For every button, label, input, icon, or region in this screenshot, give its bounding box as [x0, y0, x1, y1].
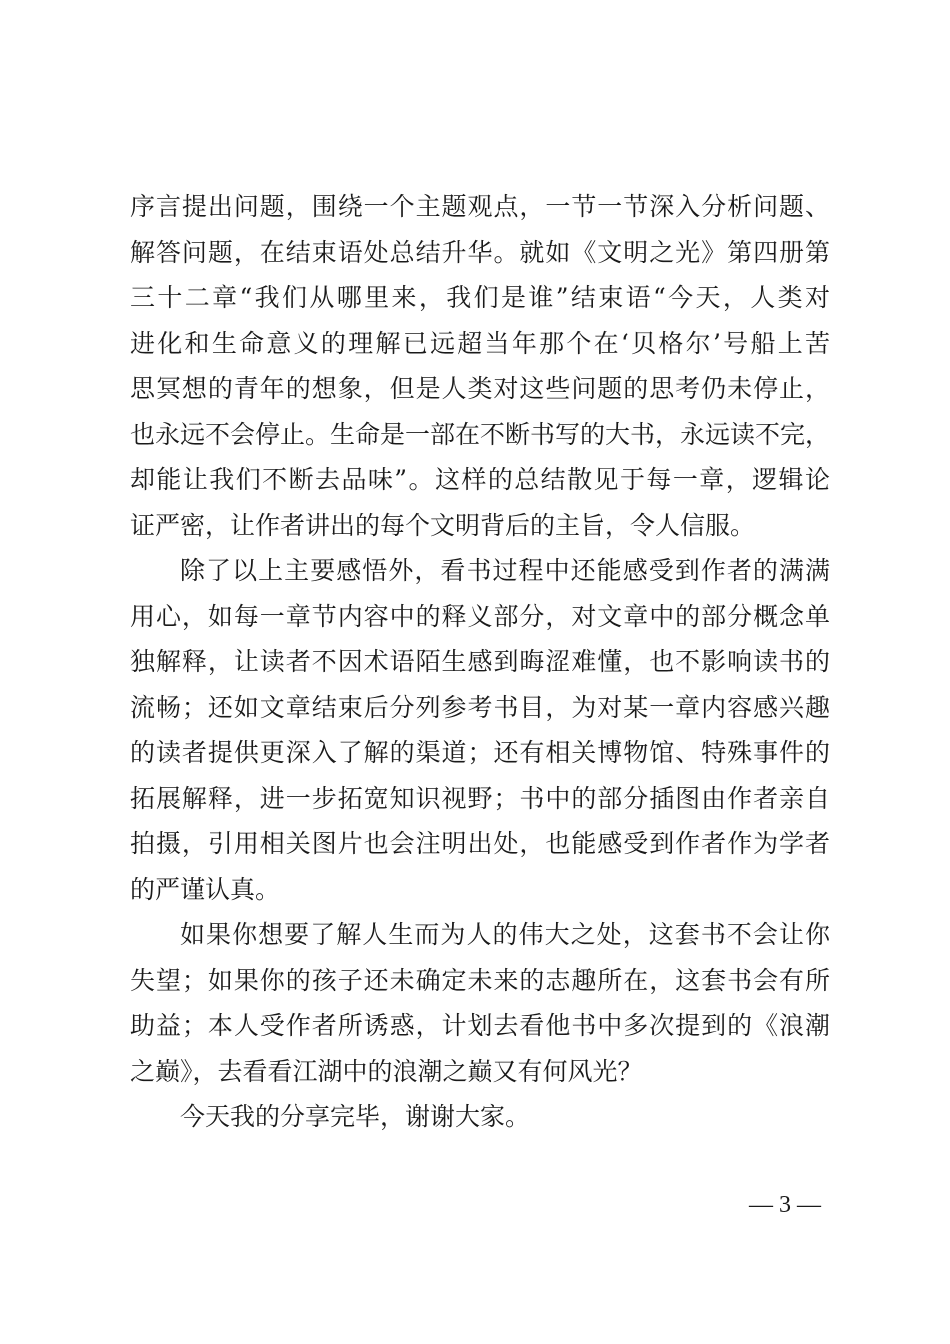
- paragraph-4: [130, 1094, 830, 1140]
- paragraph-2: [130, 548, 830, 912]
- text-line: 的严谨认真。: [130, 874, 281, 904]
- text-line: 却能让我们不断去品味”。这样的总结散见于每一章，逻辑论: [130, 465, 830, 494]
- paragraph-3: [130, 912, 830, 1094]
- paragraph-1: [130, 184, 830, 548]
- text-line: 解答问题，在结束语处总结升华。就如《文明之光》第四册第: [130, 237, 830, 267]
- text-line: 如果你想要了解人生而为人的伟大之处，这套书不会让你: [180, 920, 830, 949]
- text-line: 独解释，让读者不因术语陌生感到晦涩难懂，也不影响读书的: [130, 647, 830, 676]
- text-line: 除了以上主要感悟外，看书过程中还能感受到作者的满满: [180, 556, 830, 585]
- text-line: 拓展解释，进一步拓宽知识视野；书中的部分插图由作者亲自: [130, 783, 830, 813]
- text-line: 三十二章“我们从哪里来，我们是谁”结束语“今天，人类对: [130, 283, 830, 312]
- text-line: 证严密，让作者讲出的每个文明背后的主旨，令人信服。: [130, 510, 756, 540]
- text-line: 的读者提供更深入了解的渠道；还有相关博物馆、特殊事件的: [130, 738, 830, 767]
- text-line: 思冥想的青年的想象，但是人类对这些问题的思考仍未停止，: [130, 374, 830, 403]
- text-line: 失望；如果你的孩子还未确定未来的志趣所在，这套书会有所: [130, 965, 830, 995]
- text-line: 拍摄，引用相关图片也会注明出处，也能感受到作者作为学者: [130, 829, 830, 858]
- text-line: 之巅》，去看看江湖中的浪潮之巅又有何风光？: [130, 1056, 643, 1086]
- text-line: 今天我的分享完毕，谢谢大家。: [180, 1102, 531, 1131]
- text-line: 进化和生命意义的理解已远超当年那个在‘贝格尔’号船上苦: [130, 328, 830, 358]
- text-line: 流畅；还如文章结束后分列参考书目，为对某一章内容感兴趣: [130, 692, 830, 722]
- body-text: [130, 184, 830, 1140]
- text-line: 也永远不会停止。生命是一部在不断书写的大书，永远读不完，: [130, 419, 831, 449]
- text-line: 助益；本人受作者所诱惑，计划去看他书中多次提到的《浪潮: [130, 1011, 830, 1040]
- page-number: — 3 —: [749, 1192, 821, 1218]
- text-line: 用心，如每一章节内容中的释义部分，对文章中的部分概念单: [130, 601, 830, 631]
- text-line: 序言提出问题，围绕一个主题观点，一节一节深入分析问题、: [130, 192, 830, 221]
